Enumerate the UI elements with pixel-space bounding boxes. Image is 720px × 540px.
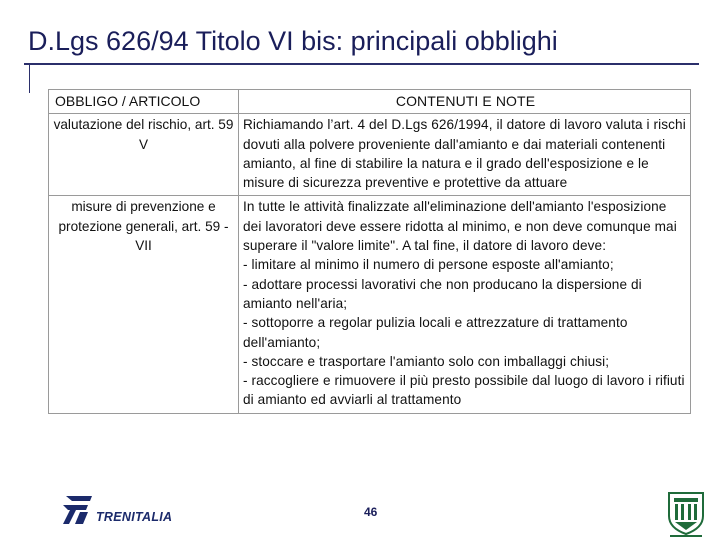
row-contenuto: Richiamando l’art. 4 del D.Lgs 626/1994, il datore di lavoro valuta i rischi dovuti alla polvere proveniente dall'amianto e dai materiali contenenti amianto, al fine di stabilire la natura e il grado dell'esposizione e le misure di sicurezza preventive e protettive da attuare: [239, 114, 691, 196]
header-obbligo: OBBLIGO / ARTICOLO: [49, 90, 239, 114]
row-obbligo: misure di prevenzione e protezione generali, art. 59 - VII: [49, 196, 239, 413]
table-row: [49, 196, 691, 413]
table-row: [49, 114, 691, 196]
page-number: 46: [364, 505, 378, 519]
title-divider-tick: [29, 63, 30, 93]
obblighi-table: [48, 89, 691, 414]
logo-text: TRENITALIA: [96, 510, 173, 524]
row-contenuto: In tutte le attività finalizzate all'eliminazione dell'amianto l'esposizione dei lavoratori deve essere ridotta al minimo, e non deve comunque mai superare il "valore limite". A tal fine, il datore di lavoro deve: - limitare al minimo il numero di persone esposte all'amianto; - adottare processi lavorativi che non producano la dispersione di amianto nell'aria; - sottoporre a regolar pulizia locali e attrezzature di trattamento dell'amianto; - stoccare e trasportare l'amianto solo con imballaggi chiusi; - raccogliere e rimuovere il più presto possibile dal luogo di lavoro i rifiuti di amianto ed avviarli al trattamento: [239, 196, 691, 413]
table-header-row: [49, 90, 691, 114]
crest-icon: [666, 490, 706, 538]
slide-title: D.Lgs 626/94 Titolo VI bis: principali obblighi: [28, 26, 558, 56]
row-obbligo: valutazione del rischio, art. 59 V: [49, 114, 239, 196]
header-contenuti: CONTENUTI E NOTE: [239, 90, 691, 114]
title-divider: [24, 63, 699, 65]
